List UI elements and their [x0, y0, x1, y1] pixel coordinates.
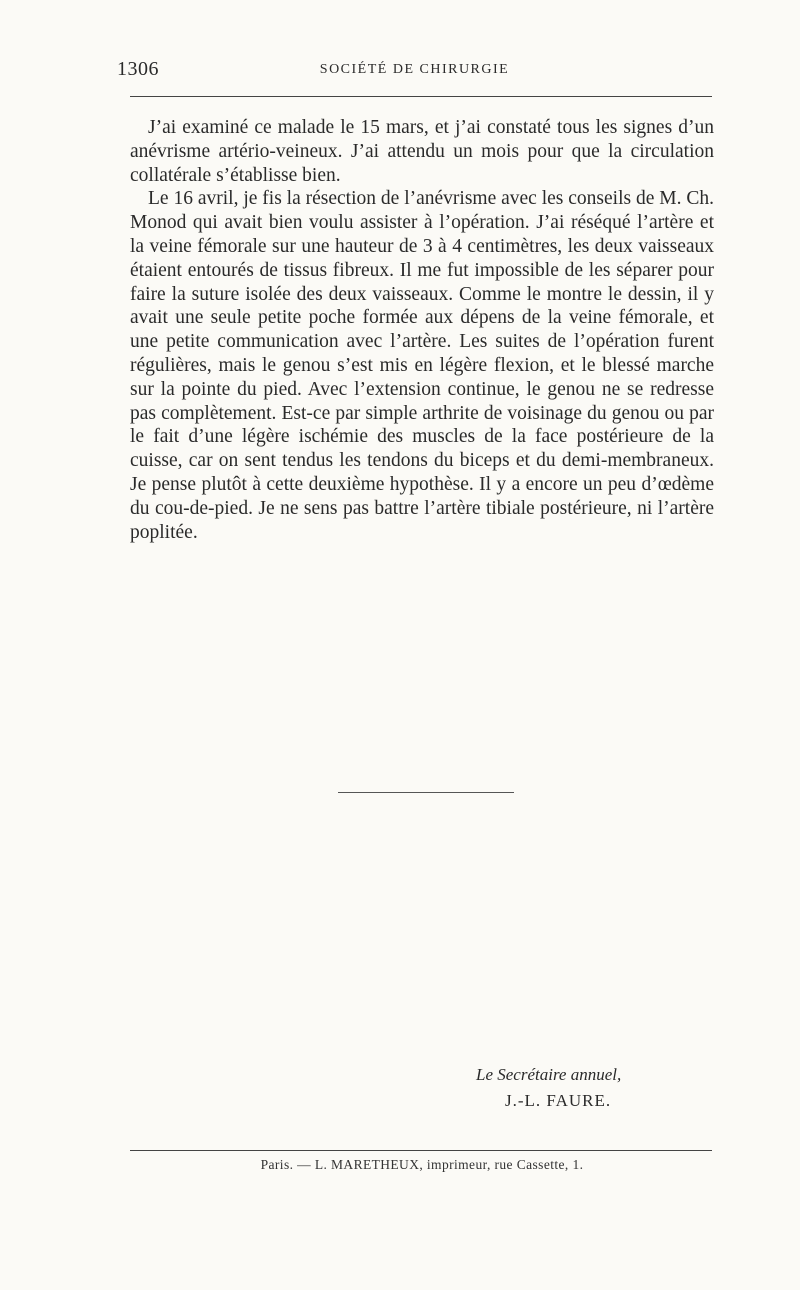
running-title: SOCIÉTÉ DE CHIRURGIE — [319, 62, 510, 77]
body-text — [130, 116, 714, 544]
paragraph-2: Le 16 avril, je fis la résection de l’anévrisme avec les conseils de M. Ch. Monod qui avait bien voulu assister à l’opération. J’ai réséqué l’artère et la veine fémorale sur une hauteur de 3 à 4 centimètres, les deux vaisseaux étaient entourés de tissus fibreux. Il me fut impossible de les séparer pour faire la suture isolée des deux vaisseaux. Comme le montre le dessin, il y avait une seule petite poche formée aux dépens de la veine fémorale, et une petite communication avec l’artère. Les suites de l’opération furent régulières, mais le genou s’est mis en légère flexion, et le blessé marche sur la pointe du pied. Avec l’extension continue, le genou ne se redresse pas complètement. Est-ce par simple arthrite de voisinage du genou ou par le fait d’une légère ischémie des muscles de la face postérieure de la cuisse, car on sent tendus les tendons du biceps et du demi-membraneux. Je pense plutôt à cette deuxième hypothèse. Il y a encore un peu d’œdème du cou-de-pied. Je ne sens pas battre l’artère tibiale postérieure, ni l’artère poplitée. — [130, 188, 714, 543]
signature-name: J.-L. FAURE. — [505, 1091, 612, 1110]
printer-imprint: Paris. — L. MARETHEUX, imprimeur, rue Cassette, 1. — [260, 1157, 584, 1172]
header-rule — [130, 96, 712, 97]
page-header — [117, 58, 712, 84]
section-end-rule — [338, 792, 514, 793]
paragraph-1: J’ai examiné ce malade le 15 mars, et j’ai constaté tous les signes d’un anévrisme artério-veineux. J’ai attendu un mois pour que la circulation collatérale s’établisse bien. — [130, 117, 714, 186]
signature-block — [440, 1062, 680, 1114]
footer-rule — [130, 1150, 712, 1151]
page-number: 1306 — [117, 58, 159, 80]
signature-role: Le Secrétaire annuel, — [476, 1065, 622, 1084]
